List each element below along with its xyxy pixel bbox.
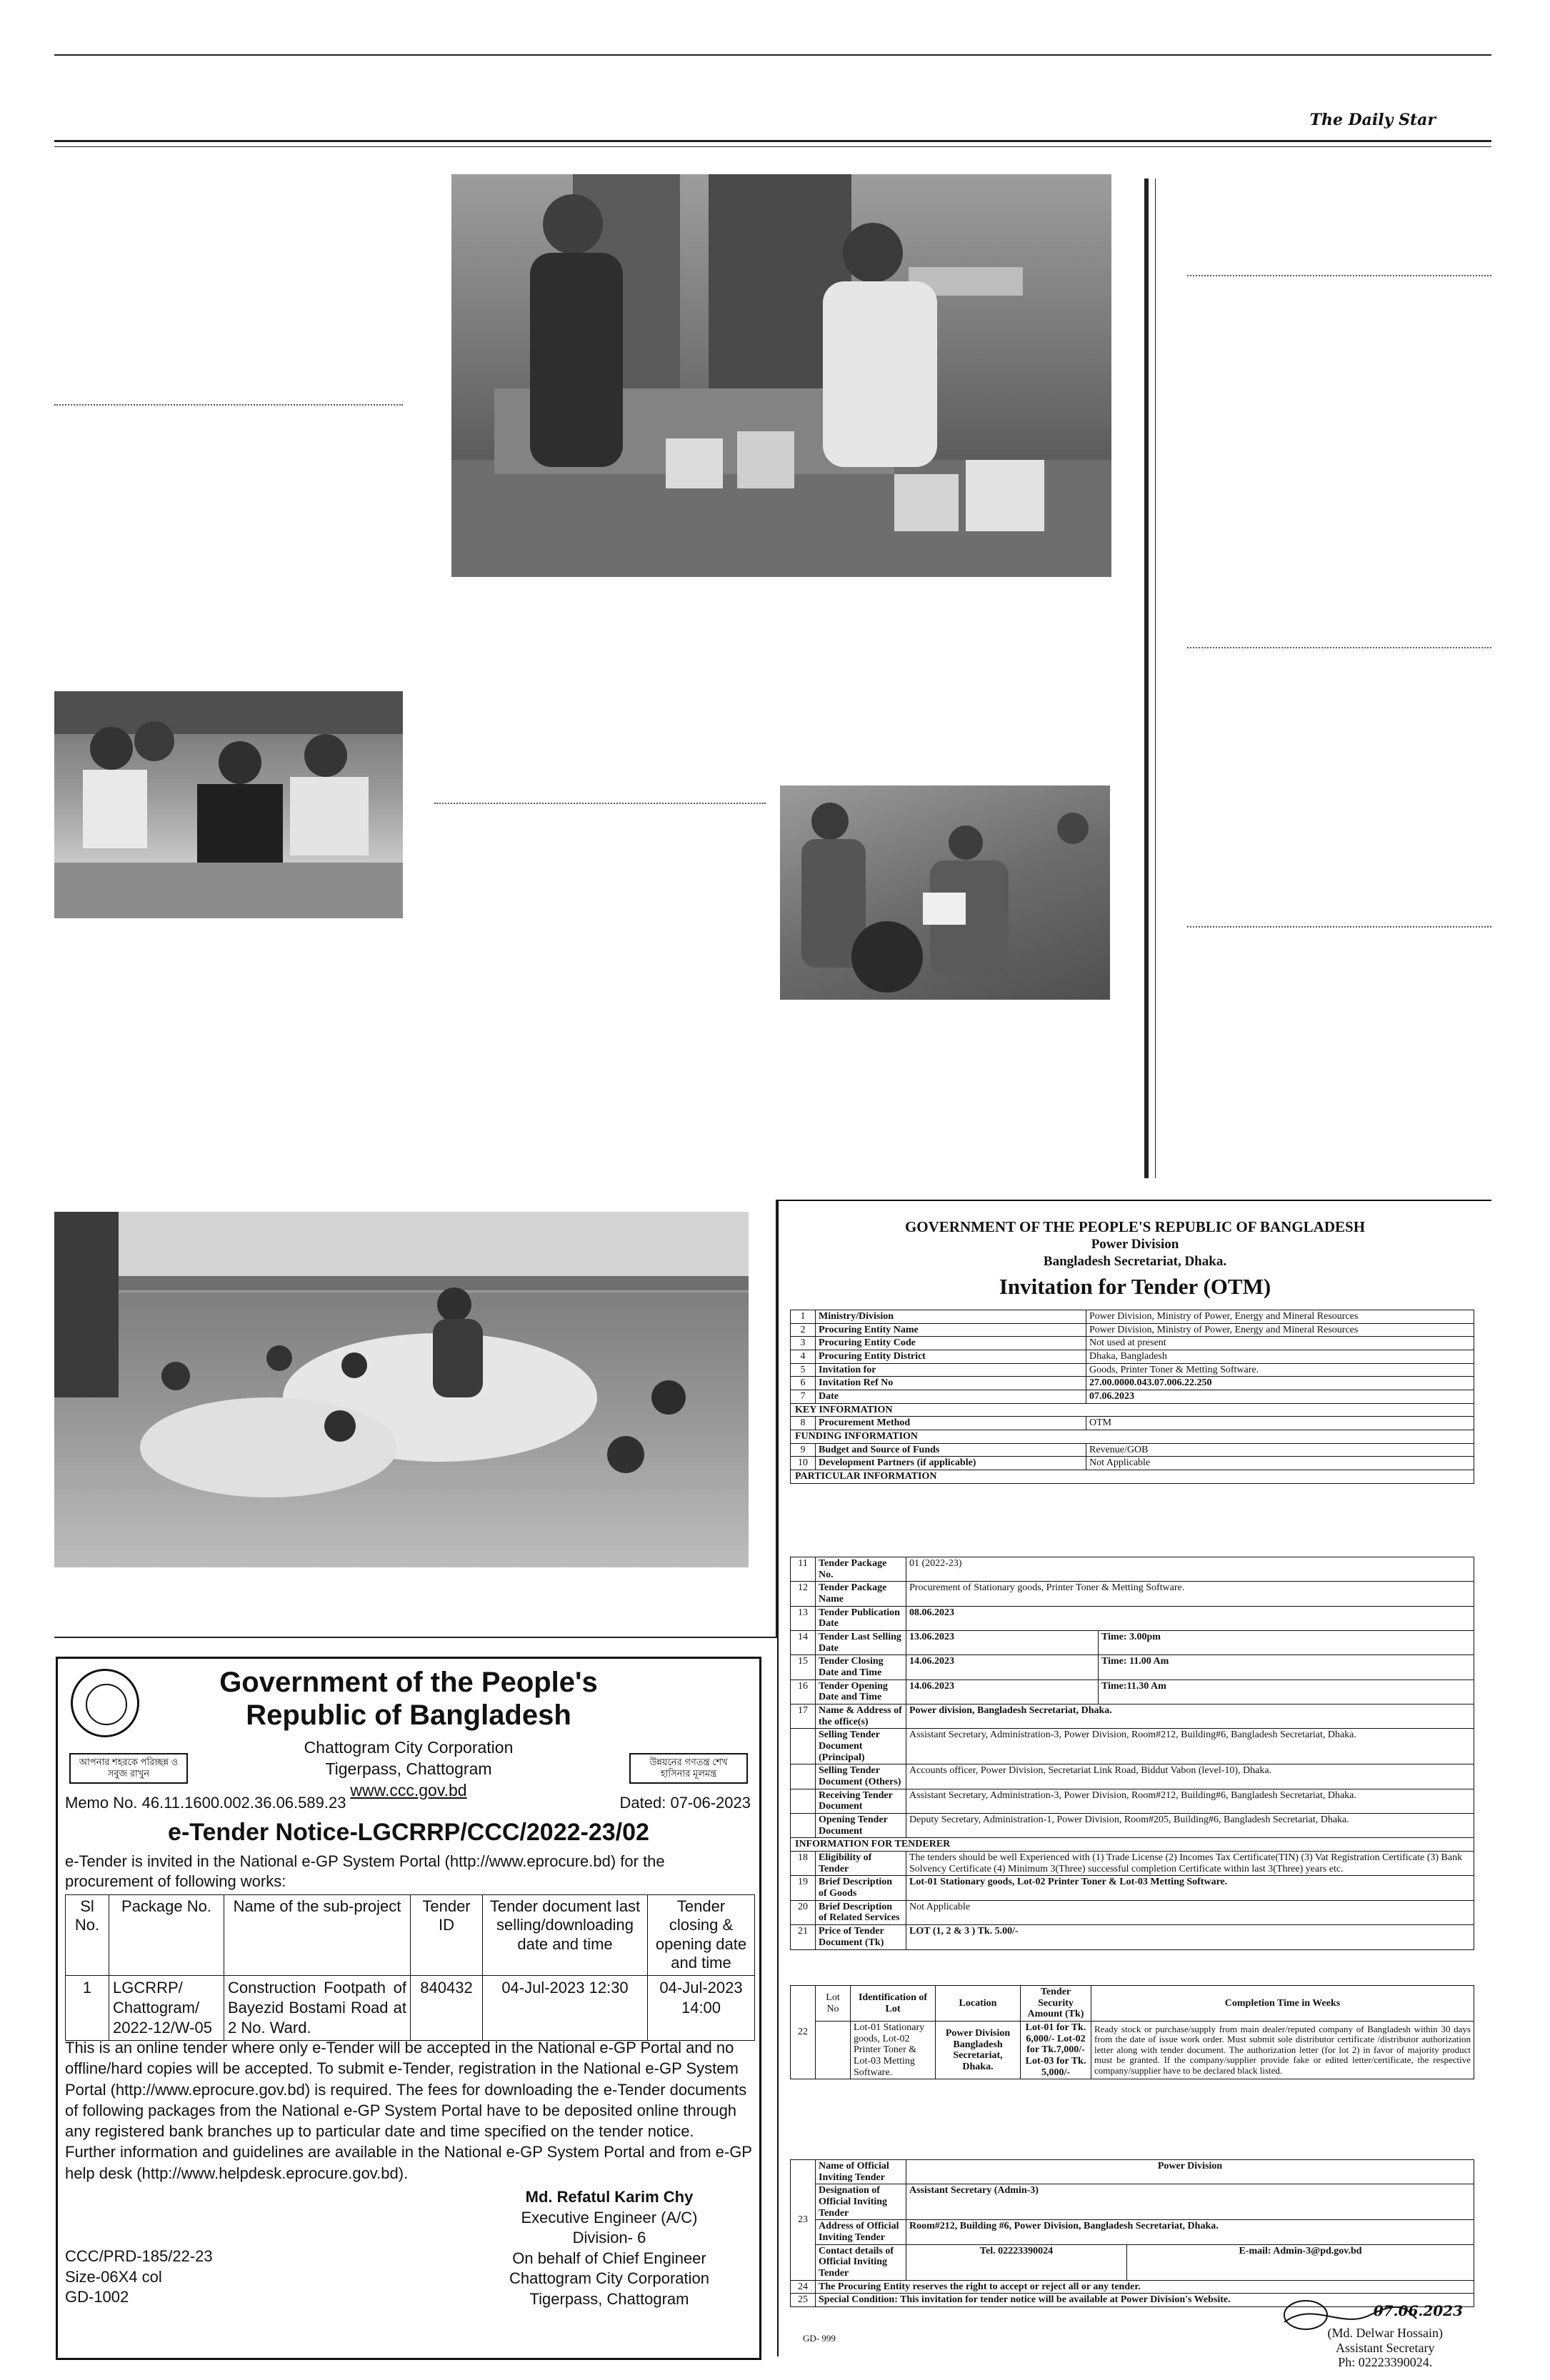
table-row: Contact details of Official Inviting Tender Tel. 02223390024 E-mail: Admin-3@pd.gov.bd <box>791 2244 1474 2280</box>
section-tenderer: INFORMATION FOR TENDERER <box>791 1838 1474 1852</box>
table-row: 7 Date 07.06.2023 <box>791 1390 1474 1404</box>
intro-text: e-Tender is invited in the National e-GP System Portal (http://www.eprocure.bd) for the procurement of following works: <box>65 1852 665 1891</box>
dotted-rule-right-1 <box>1187 275 1491 276</box>
power-division-tender-notice <box>777 1200 1491 2370</box>
table-row: 8 Procurement Method OTM <box>791 1417 1474 1430</box>
table-row: Receiving Tender Document Assistant Secretary, Administration-3, Power Division, Room#212, Building#6, Bangladesh Secretariat, Dhaka. <box>791 1789 1474 1813</box>
table-row: 25 Special Condition: This invitation for tender notice will be available at Power Division's Website. <box>791 2294 1474 2307</box>
notice-date: Dated: 07-06-2023 <box>619 1794 751 1812</box>
masthead-logo: The Daily Star <box>1309 111 1436 129</box>
pd-signatory: (Md. Delwar Hossain) Assistant Secretary Ph: 02223390024. <box>1327 2326 1443 2370</box>
table-row: Lot-01 Stationary goods, Lot-02 Printer Toner & Lot-03 Metting Software. Power Division Bangladesh Secretariat, Dhaka. Lot-01 for Tk. 6,000/- Lot-02 for Tk.7,000/- Lot-03 for Tk. 5,000/- Ready stock or purchase/supply from main dealer/reputed company of Bangladesh within 30 days from the date of issue work order. Must submit sole distributor certificate /distributor authorization letter along with tender document. The authorization letter (for lot 2) in favor of majority product must be granted. If the company/supplier provide fake or edited letter/certificate, the respective company/supplier have to be declared black listed. <box>791 2022 1474 2079</box>
col-tender-id: Tender ID <box>411 1895 483 1976</box>
table-row: 14 Tender Last Selling Date 13.06.2023 Time: 3.00pm <box>791 1631 1474 1655</box>
signature-date: 07.06.2023 <box>1373 2302 1463 2319</box>
table-row: 20 Brief Description of Related Services Not Applicable <box>791 1900 1474 1924</box>
table-row: 19 Brief Description of Goods Lot-01 Stationary goods, Lot-02 Printer Toner & Lot-03 Metting Software. <box>791 1876 1474 1900</box>
table-row: 15 Tender Closing Date and Time 14.06.2023 Time: 11.00 Am <box>791 1655 1474 1679</box>
works-table <box>65 1894 755 2041</box>
pd-tender-table <box>790 1310 1474 1484</box>
table-row: 23 Name of Official Inviting Tender Power Division <box>791 2160 1474 2184</box>
pd-gd-number: GD- 999 <box>803 2333 836 2344</box>
table-row: 9 Budget and Source of Funds Revenue/GOB <box>791 1443 1474 1457</box>
children-swimming-photo <box>54 1212 749 1567</box>
pd-official-table <box>790 2159 1474 2307</box>
section-key-information: KEY INFORMATION <box>791 1403 1474 1417</box>
notice-heading: Government of the People's Republic of Bangladesh <box>219 1667 598 1731</box>
market-photo <box>451 174 1111 577</box>
col-sl: Sl No. <box>66 1895 109 1976</box>
table-row: 21 Price of Tender Document (Tk) LOT (1, 2 & 3 ) Tk. 5.00/- <box>791 1925 1474 1949</box>
memo-number: Memo No. 46.11.1600.002.36.06.589.23 <box>65 1794 346 1812</box>
dotted-rule-right-3 <box>1187 926 1491 928</box>
table-row: Opening Tender Document Deputy Secretary, Administration-1, Power Division, Room#205, Building#6, Bangladesh Secretariat, Dhaka. <box>791 1814 1474 1838</box>
table-row: 24 The Procuring Entity reserves the right to accept or reject all or any tender. <box>791 2280 1474 2294</box>
organisation-block: Chattogram City Corporation Tigerpass, Chattogram www.ccc.gov.bd <box>58 1737 759 1802</box>
table-row: 11 Tender Package No. 01 (2022-23) <box>791 1557 1474 1582</box>
section-particular: PARTICULAR INFORMATION <box>791 1470 1474 1484</box>
etender-title: e-Tender Notice-LGCRRP/CCC/2022-23/02 <box>168 1819 649 1846</box>
col-package: Package No. <box>109 1895 224 1976</box>
col-last-selling: Tender document last selling/downloading date and time <box>483 1895 648 1976</box>
table-row: 3 Procuring Entity Code Not used at present <box>791 1337 1474 1350</box>
header-rule-1 <box>54 140 1491 142</box>
table-row: 16 Tender Opening Date and Time 14.06.2023 Time:11.30 Am <box>791 1679 1474 1704</box>
right-column-bar <box>1144 179 1149 1178</box>
swim-photo-illustration <box>54 1212 749 1567</box>
police-check-photo <box>780 785 1110 1000</box>
col-subproject: Name of the sub-project <box>224 1895 411 1976</box>
table-row: Designation of Official Inviting Tender Assistant Secretary (Admin-3) <box>791 2184 1474 2220</box>
top-rule <box>54 54 1491 56</box>
dotted-rule-right-2 <box>1187 647 1491 648</box>
website-link[interactable]: www.ccc.gov.bd <box>350 1780 467 1799</box>
slogan-left: আপনার শহরকে পরিচ্ছন্ন ও সবুজ রাখুন <box>69 1753 188 1784</box>
table-row: 4 Procuring Entity District Dhaka, Bangladesh <box>791 1350 1474 1364</box>
lot-header-row: 22 Lot No Identification of Lot Location Tender Security Amount (Tk) Completion Time in Weeks <box>791 1986 1474 2022</box>
slogan-right: উন্নয়নের গণতন্ত্র শেখ হাসিনার মূলমন্ত্র <box>629 1753 748 1784</box>
table-row: 1 LGCRRP/ Chattogram/ 2022-12/W-05 Construction Footpath of Bayezid Bostami Road at 2 No. Ward. 840432 04-Jul-2023 12:30 04-Jul-2023 14:00 <box>66 1975 755 2040</box>
table-row: 2 Procuring Entity Name Power Division, Ministry of Power, Energy and Mineral Resources <box>791 1323 1474 1337</box>
section-divider <box>54 1637 776 1638</box>
col-closing: Tender closing & opening date and time <box>648 1895 755 1976</box>
table-row: 13 Tender Publication Date 08.06.2023 <box>791 1606 1474 1630</box>
pd-government-line: GOVERNMENT OF THE PEOPLE'S REPUBLIC OF BANGLADESH <box>904 1218 1366 1235</box>
pd-division: Power Division <box>1091 1237 1179 1252</box>
section-funding: FUNDING INFORMATION <box>791 1430 1474 1444</box>
reference-block: CCC/PRD-185/22-23 Size-06X4 col GD-1002 <box>65 2247 213 2306</box>
police-photo-illustration <box>780 785 1110 1000</box>
table-row: 5 Invitation for Goods, Printer Toner & Metting Software. <box>791 1363 1474 1377</box>
pd-title: Invitation for Tender (OTM) <box>999 1274 1271 1299</box>
signature-block: Md. Refatul Karim Chy Executive Engineer (A/C) Division- 6 On behalf of Chief Engineer Chattogram City Corporation Tigerpass, Chattogram <box>509 2188 709 2308</box>
table-row: Selling Tender Document (Principal) Assistant Secretary, Administration-3, Power Division, Room#212, Building#6, Bangladesh Secretariat, Dhaka. <box>791 1729 1474 1764</box>
chattogram-tender-notice <box>56 1657 761 2360</box>
right-column-thin <box>1155 179 1156 1178</box>
table-row: 1 Ministry/Division Power Division, Ministry of Power, Energy and Mineral Resources <box>791 1310 1474 1324</box>
notice-body: This is an online tender where only e-Tender will be accepted in the National e-GP Portal and no offline/hard copies will be accepted. To submit e-Tender, registration in the National e-GP System Portal (http://www.eprocure.gov.bd) is required. The fees for downloading the e-Tender documents of following packages from the National e-GP System Portal have to be deposited online through any registered bank branches up to particular date and time specified on the tender notice. Further information and guidelines are available in the National e-GP System Portal and from e-GP help desk (http://www.helpdesk.eprocure.gov.bd). <box>65 2039 752 2182</box>
dotted-rule-left <box>54 404 403 406</box>
press-conference-photo <box>54 691 403 918</box>
dotted-rule-mid <box>434 803 766 804</box>
table-row: 6 Invitation Ref No 27.00.0000.043.07.006.22.250 <box>791 1377 1474 1390</box>
pd-secretariat: Bangladesh Secretariat, Dhaka. <box>1043 1254 1227 1269</box>
pd-lot-table <box>790 1985 1474 2079</box>
table-row: Selling Tender Document (Others) Accounts officer, Power Division, Secretariat Link Road, Biddut Vabon (level-10), Dhaka. <box>791 1764 1474 1789</box>
table-row: 10 Development Partners (if applicable) Not Applicable <box>791 1457 1474 1470</box>
table-row: 12 Tender Package Name Procurement of Stationary goods, Printer Toner & Metting Software. <box>791 1582 1474 1606</box>
table-row: 17 Name & Address of the office(s) Power division, Bangladesh Secretariat, Dhaka. <box>791 1704 1474 1729</box>
table-row: 18 Eligibility of Tender The tenders should be well Experienced with (1) Trade License (2) Incomes Tax Certificate(TIN) (3) Vat Registration Certificate (3) Bank Solvency Certificate (4) Minimum 3(Three) successful completion Certificate within last 3(Three) years etc. <box>791 1852 1474 1876</box>
market-photo-illustration <box>451 174 1111 577</box>
pd-particular-table <box>790 1557 1474 1950</box>
press-photo-illustration <box>54 691 403 918</box>
header-rule-2 <box>54 146 1491 147</box>
table-row: Address of Official Inviting Tender Room#212, Building #6, Power Division, Bangladesh Secretariat, Dhaka. <box>791 2220 1474 2244</box>
